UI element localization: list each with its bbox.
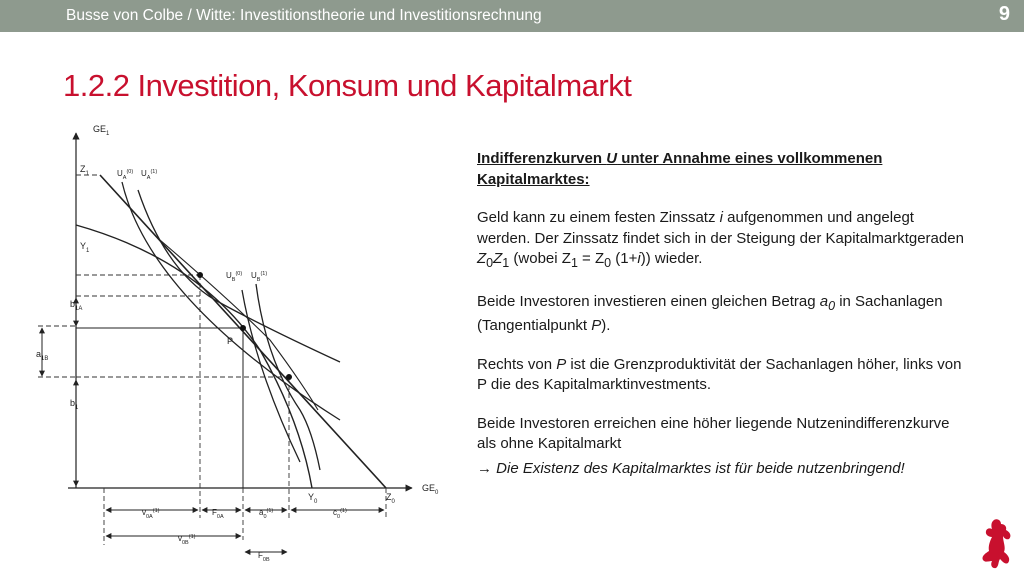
label-point-p: P <box>227 336 234 346</box>
label-z1: $Z_1$ <box>80 164 89 177</box>
label-b1a: $b_{1A}$ <box>70 299 83 312</box>
text-paragraph-utility: Beide Investoren erreichen eine höher liegende Nutzenindifferenzkurve als ohne Kapitalmarkt <box>477 414 950 452</box>
guide-lines <box>38 175 386 545</box>
tangency-point-a <box>197 272 203 278</box>
arrow-right-icon: → <box>477 459 492 477</box>
text-heading: Indifferenzkurven U unter Annahme eines vollkommenen Kapitalmarktes: <box>477 150 883 188</box>
capital-market-diagram <box>0 0 470 576</box>
text-paragraph-invest: Beide Investoren investieren einen gleichen Betrag $a_0$ in Sachanlagen (Tangentialpunkt P). <box>477 292 943 334</box>
label-ua0: $U_A^{(0)}$ <box>117 169 134 181</box>
explanation-text <box>477 149 967 497</box>
berlin-bear-logo-icon <box>980 518 1014 570</box>
label-f0b: $F_{0B}$ <box>258 551 270 563</box>
label-f0a: $F_{0A}$ <box>212 508 224 520</box>
page-number: 9 <box>998 3 1010 25</box>
label-ub0: $U_B^{(0)}$ <box>226 271 243 283</box>
label-y1: $Y_1$ <box>80 241 90 254</box>
text-paragraph-interest: Geld kann zu einem festen Zinssatz i aufgenommen und angelegt werden. Der Zinssatz findet sich in der Steigung der Kapitalmarktgeraden $Z_0Z_1$ (wobei $Z_1 = Z_0$ (1+i)) wieder. <box>477 209 964 270</box>
slide-heading: 1.2.2 Investition, Konsum und Kapitalmarkt <box>63 68 632 103</box>
label-b1: $b_1$ <box>70 398 79 411</box>
tangency-point-p <box>240 325 246 331</box>
header-title: Busse von Colbe / Witte: Investitionstheorie und Investitionsrechnung <box>66 7 542 24</box>
text-paragraph-productivity: Rechts von P ist die Grenzproduktivität der Sachanlagen höher, links von P die des Kapitalmarktinvestments. <box>477 355 962 393</box>
label-c0: $c_0^{(1)}$ <box>333 508 347 520</box>
label-a0: $a_0^{(1)}$ <box>259 508 274 520</box>
label-v0b: $v_{0B}^{(1)}$ <box>178 534 196 546</box>
y-axis-label: $GE_1$ <box>93 124 110 137</box>
label-a1b: $a_{1B}$ <box>36 349 49 362</box>
production-curve <box>76 225 312 488</box>
label-z0: $Z_0$ <box>386 492 395 505</box>
x-axis-label: $GE_0$ <box>422 483 439 496</box>
indiff-curve-ua0 <box>122 182 340 420</box>
label-ua1: $U_A^{(1)}$ <box>141 169 158 181</box>
text-conclusion: → Die Existenz des Kapitalmarktes ist für beide nutzenbringend! <box>477 459 905 477</box>
tangency-point-b <box>286 374 292 380</box>
label-y0: $Y_0$ <box>308 492 318 505</box>
label-v0a: $v_{0A}^{(1)}$ <box>142 508 160 520</box>
label-ub1: $U_B^{(1)}$ <box>251 271 268 283</box>
